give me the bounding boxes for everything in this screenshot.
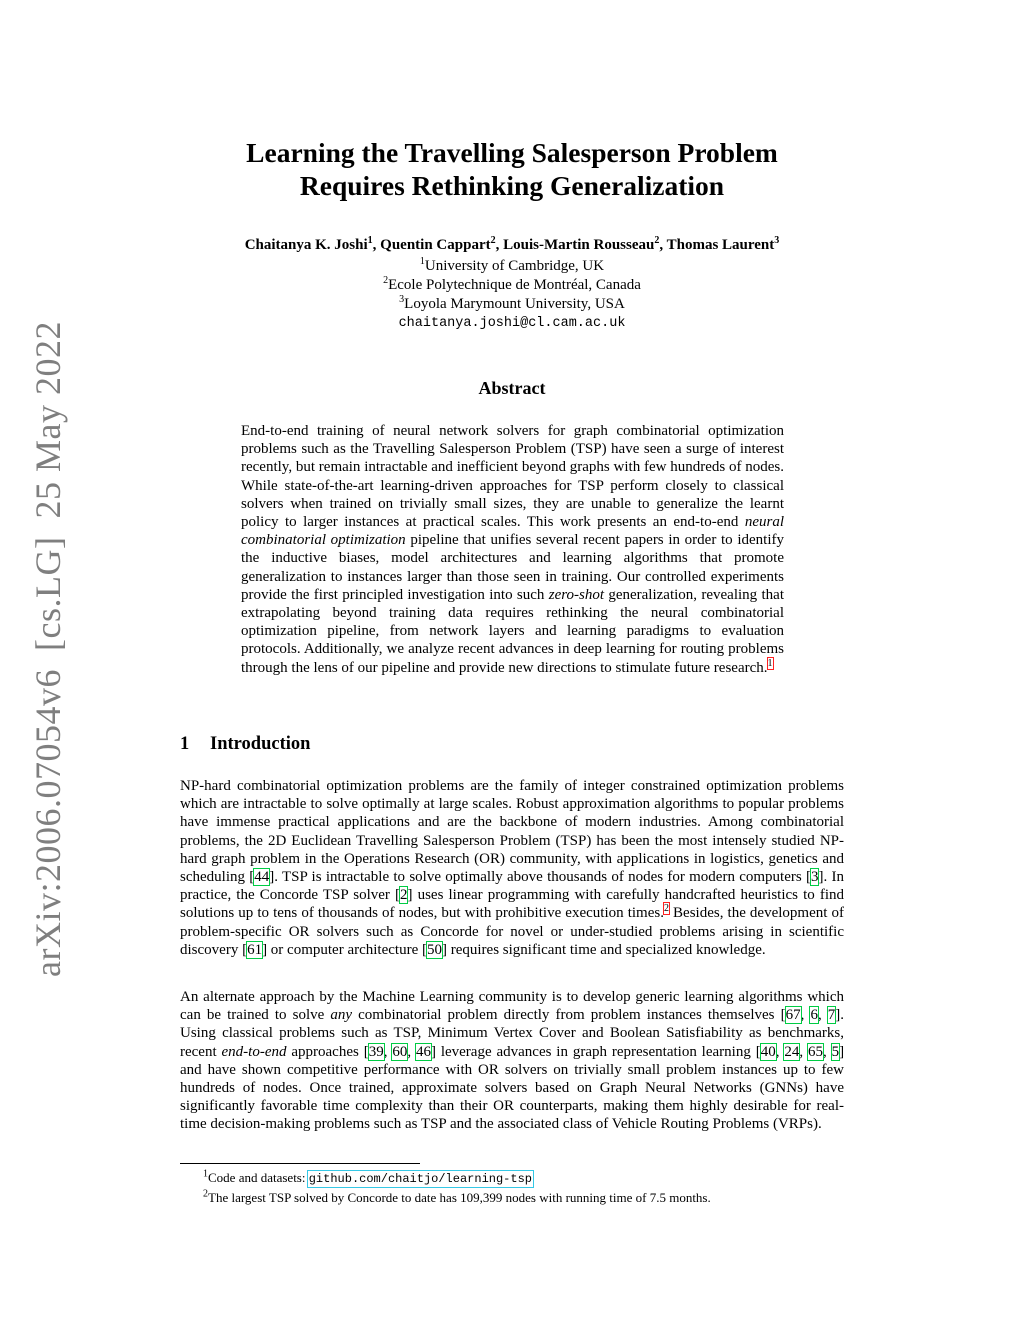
footnotes xyxy=(203,1169,843,1206)
footnote-1 xyxy=(203,1169,843,1189)
title-line-1: Learning the Travelling Salesperson Problem xyxy=(246,137,778,168)
abstract-text xyxy=(241,422,784,677)
author-name: Louis-Martin Rousseau xyxy=(503,237,655,253)
footnote-text: Code and datasets: xyxy=(208,1170,309,1185)
text-run: ]. TSP is intractable to solve optimally above thousands of nodes for modern computers [ xyxy=(269,869,811,886)
arxiv-category: [cs.LG] xyxy=(28,536,68,651)
citation-link[interactable]: 50 xyxy=(426,941,442,958)
title-line-2: Requires Rethinking Generalization xyxy=(299,170,725,201)
text-run: ] and have shown competitive performance with OR solvers on trivially small problem instances up to few hundreds of nodes. Once trained, approximate solvers based on Graph Neural Networks (GNNs) have significantly favorable time complexity than their OR counterparts, making them highly desirable for real-time decision-making problems such as TSP and the associated class of Vehicle Routing Problems (VRPs). xyxy=(180,1043,845,1133)
author-name: Quentin Cappart xyxy=(380,237,491,253)
section-title: Introduction xyxy=(210,734,311,754)
text-emphasis: end-to-end xyxy=(221,1043,287,1060)
text-run: ] or computer architecture [ xyxy=(262,941,427,958)
author-separator: , xyxy=(659,237,667,253)
abstract-heading: Abstract xyxy=(478,378,546,398)
footnote-2 xyxy=(203,1189,843,1207)
footnote-link-1[interactable]: 1 xyxy=(767,657,773,669)
text-run: ] uses linear programming with carefully handcrafted heuristics to find solutions up to tens of thousands of nodes, but with prohibitive execution times. xyxy=(180,887,844,922)
citation-link[interactable]: 7 xyxy=(827,1007,836,1024)
abstract-run: generalization, revealing that extrapolating beyond training data requires rethinking the neural combinatorial optimization pipeline, from network layers and learning paradigms to evaluation protocols. Additionally, we analyze recent advances in deep learning for routing problems through the lens of our pipeline and provide new directions to stimulate future research. xyxy=(241,586,784,676)
citation-link[interactable]: 61 xyxy=(247,941,263,958)
footnote-link-2[interactable]: 2 xyxy=(663,903,669,915)
citation-link[interactable]: 44 xyxy=(254,869,270,886)
footnote-mark: 2 xyxy=(203,1188,208,1200)
abstract-run: pipeline that unifies several recent papers in order to identify the inductive biases, model architectures and learning algorithms that promote generalization to instances larger than those seen in training. Our controlled experiments provide the first principled investigation into such xyxy=(241,532,784,603)
affiliation xyxy=(200,257,824,276)
citation-link[interactable]: 5 xyxy=(831,1043,840,1060)
author-affil-mark: 1 xyxy=(367,235,373,246)
citation-link[interactable]: 67 xyxy=(785,1007,801,1024)
citation-link[interactable]: 2 xyxy=(399,887,408,904)
author-affil-mark: 2 xyxy=(490,235,496,246)
affil-text: Loyola Marymount University, USA xyxy=(404,296,625,312)
text-run: approaches [ xyxy=(286,1043,369,1060)
citation-link[interactable]: 46 xyxy=(415,1043,431,1060)
affiliations xyxy=(200,257,824,333)
citation-link[interactable]: 6 xyxy=(810,1007,818,1024)
author-separator: , xyxy=(372,237,381,253)
author-name: Thomas Laurent xyxy=(666,237,775,253)
author-affil-mark: 3 xyxy=(774,235,780,246)
affil-text: Ecole Polytechnique de Montréal, Canada xyxy=(388,277,641,293)
intro-paragraph-1 xyxy=(180,777,844,959)
citation-link[interactable]: 40 xyxy=(760,1043,776,1060)
text-run: ]. Using classical problems such as TSP, Minimum Vertex Cover and Boolean Satisfiability as benchmarks, recent xyxy=(180,1007,845,1060)
abstract-run: End-to-end training of neural network solvers for graph combinatorial optimization problems such as the Travelling Salesperson Problem (TSP) have seen a surge of interest recently, but remain intractable and inefficient beyond graphs with few hundreds of nodes. While state-of-the-art learning-driven approaches for TSP perform closely to classical solvers when trained on trivially small sizes, they are unable to generalize the learnt policy to larger instances at practical scales. This work presents an end-to-end xyxy=(241,423,784,531)
text-run: ] requires significant time and specialized knowledge. xyxy=(441,941,766,958)
author-separator: , xyxy=(495,237,504,253)
contact-email[interactable]: chaitanya.joshi@cl.cam.ac.uk xyxy=(398,316,626,331)
text-run: An alternate approach by the Machine Learning community is to develop generic learning algorithms which can be trained to solve xyxy=(180,989,844,1024)
arxiv-date: 25 May 2022 xyxy=(28,321,68,519)
abstract-emphasis: zero-shot xyxy=(548,586,605,603)
affiliation xyxy=(200,295,824,314)
affiliation xyxy=(200,276,824,295)
author-list xyxy=(140,236,884,255)
text-run: NP-hard combinatorial optimization problems are the family of integer constrained optimization problems which are intractable to solve optimally at large scales. Robust approximation algorithms to popular problems have immense practical applications and are the backbone of modern industries. Among combinatorial problems, the 2D Euclidean Travelling Salesperson Problem (TSP) has been the most intensely studied NP-hard graph problem in the Operations Research (OR) community, with applications in logistics, genetics and scheduling [ xyxy=(180,778,844,886)
code-repo-link[interactable]: github.com/chaitjo/learning-tsp xyxy=(308,1172,532,1186)
footnote-mark: 1 xyxy=(203,1168,208,1180)
paper-title xyxy=(160,136,864,202)
author-affil-mark: 2 xyxy=(654,235,660,246)
citation-link[interactable]: 24 xyxy=(784,1043,800,1060)
affil-text: University of Cambridge, UK xyxy=(424,258,605,274)
affil-mark: 2 xyxy=(383,275,389,286)
citation-link[interactable]: 3 xyxy=(810,869,819,886)
citation-link[interactable]: 60 xyxy=(392,1043,408,1060)
intro-paragraph-2: An alternate approach by the Machine Learning community is to develop generic learning algorithms which can be trained to solve any combinatorial problem directly from problem instances themselves [67, 6, 7]. Using classical problems such as TSP, Minimum Vertex Cover and Boolean Satisfiability as benchmarks, recent end-to-end approaches [39, 60, 46] leverage advances in graph representation learning [40, 24, 65, 5] and have shown competitive performance with OR solvers on trivially small problem instances up to few hundreds of nodes. Once trained, approximate solvers based on Graph Neural Networks (GNNs) have significantly favorable time complexity than their OR counterparts, making them highly desirable for real-time decision-making problems such as TSP and the associated class of Vehicle Routing Problems (VRPs). xyxy=(180,989,845,1133)
affil-mark: 3 xyxy=(399,294,405,305)
citation-link[interactable]: 39 xyxy=(368,1043,384,1060)
affil-mark: 1 xyxy=(419,256,425,267)
text-run: Besides, the development of problem-specific OR solvers such as Concorde for novel or under-studied problems arising in scientific discovery [ xyxy=(180,905,844,958)
text-run: ]. In practice, the Concorde TSP solver [ xyxy=(180,869,844,904)
abstract-emphasis: neural combinatorial optimization xyxy=(241,514,784,549)
section-number: 1 xyxy=(180,734,190,754)
author-name: Chaitanya K. Joshi xyxy=(244,237,368,253)
section-heading-introduction xyxy=(180,734,310,755)
citation-link[interactable]: 65 xyxy=(807,1043,823,1060)
arxiv-side-stamp xyxy=(27,303,69,977)
arxiv-id[interactable]: arXiv:2006.07054v6 xyxy=(28,668,68,977)
text-run: ] leverage advances in graph representation learning [ xyxy=(430,1043,761,1060)
text-emphasis: any xyxy=(330,1007,353,1024)
footnote-text: The largest TSP solved by Concorde to date has 109,399 nodes with running time of 7.5 months. xyxy=(208,1189,711,1205)
text-run: combinatorial problem directly from problem instances themselves [ xyxy=(352,1007,786,1024)
footnote-divider xyxy=(180,1163,420,1164)
